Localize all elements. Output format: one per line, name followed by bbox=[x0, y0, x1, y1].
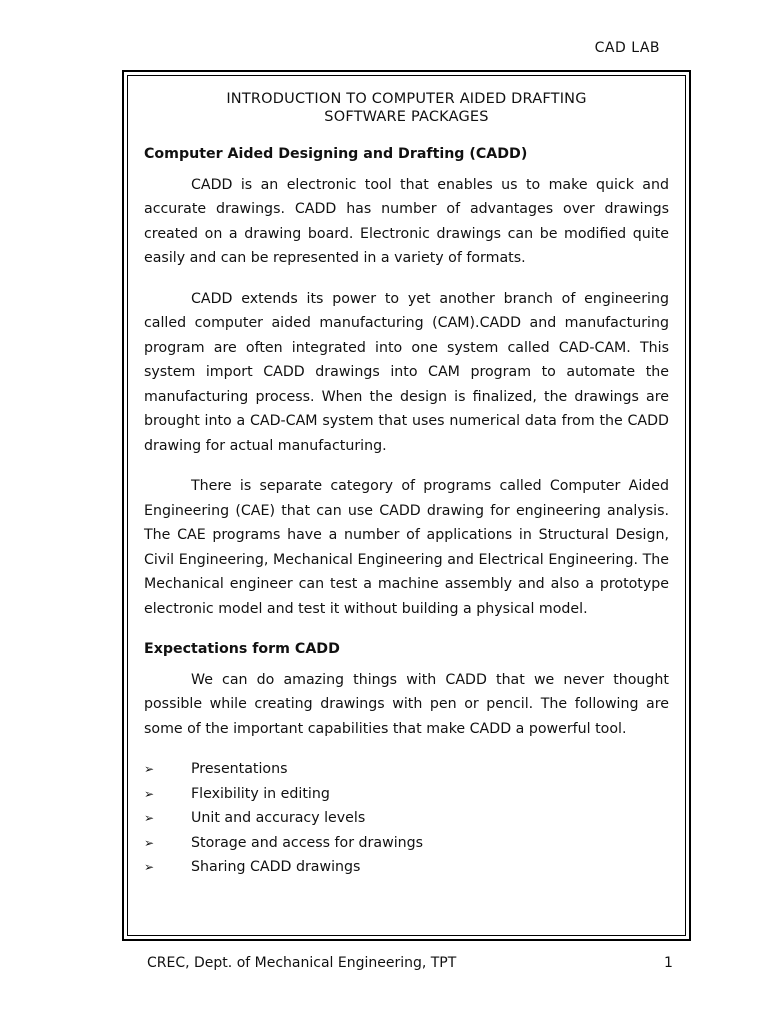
document-title bbox=[144, 90, 669, 126]
paragraph-cadd-intro: CADD is an electronic tool that enables us to make quick and accurate drawings. CADD has number of advantages over drawings created on a drawing board. Electronic drawings can be modified quite easily and can be represented in a variety of formats. bbox=[144, 176, 669, 266]
list-item-label: Presentations bbox=[191, 761, 288, 777]
page-number: 1 bbox=[664, 955, 673, 971]
footer-department: CREC, Dept. of Mechanical Engineering, TPT bbox=[147, 955, 457, 971]
document-title-line-2: SOFTWARE PACKAGES bbox=[324, 109, 489, 125]
paragraph-expectations: We can do amazing things with CADD that we never thought possible while creating drawings with pen or pencil. The following are some of the important capabilities that make CADD a powerful tool. bbox=[144, 671, 669, 737]
section-heading-cadd: Computer Aided Designing and Drafting (CADD) bbox=[144, 146, 528, 162]
page-content bbox=[144, 90, 669, 880]
list-item bbox=[144, 757, 669, 782]
capabilities-list bbox=[144, 757, 669, 880]
arrowhead-bullet-icon: ➢ bbox=[144, 811, 155, 825]
arrowhead-bullet-icon: ➢ bbox=[144, 786, 155, 801]
list-item-label: Flexibility in editing bbox=[191, 785, 330, 802]
page-border bbox=[122, 70, 691, 941]
arrowhead-bullet-icon: ➢ bbox=[144, 762, 155, 776]
document-title-line-1: INTRODUCTION TO COMPUTER AIDED DRAFTING bbox=[226, 91, 587, 107]
list-item bbox=[144, 782, 669, 807]
list-item bbox=[144, 855, 669, 880]
arrowhead-bullet-icon: ➢ bbox=[144, 860, 155, 874]
list-item bbox=[144, 831, 669, 856]
page-header: CAD LAB bbox=[594, 40, 660, 56]
list-item-label: Storage and access for drawings bbox=[191, 834, 424, 851]
list-item-label: Unit and accuracy levels bbox=[191, 810, 366, 826]
paragraph-cadd-cam: CADD extends its power to yet another branch of engineering called computer aided manufacturing (CAM).CADD and manufacturing program are often integrated into one system called CAD-CAM. This system import CADD drawings into CAM program to automate the manufacturing process. When the design is finalized, the drawings are brought into a CAD-CAM system that uses numerical data from the CADD drawing for actual manufacturing. bbox=[144, 290, 669, 454]
section-heading-expectations: Expectations form CADD bbox=[144, 641, 340, 657]
page-border-inner bbox=[127, 75, 686, 936]
list-item-label: Sharing CADD drawings bbox=[191, 859, 361, 875]
arrowhead-bullet-icon: ➢ bbox=[144, 835, 155, 850]
paragraph-cadd-cae: There is separate category of programs called Computer Aided Engineering (CAE) that can use CADD drawing for engineering analysis. The CAE programs have a number of applications in Structural Design, Civil Engineering, Mechanical Engineering and Electrical Engineering. The Mechanical engineer can test a machine assembly and also a prototype electronic model and test it without building a physical model. bbox=[144, 478, 669, 617]
list-item bbox=[144, 806, 669, 831]
